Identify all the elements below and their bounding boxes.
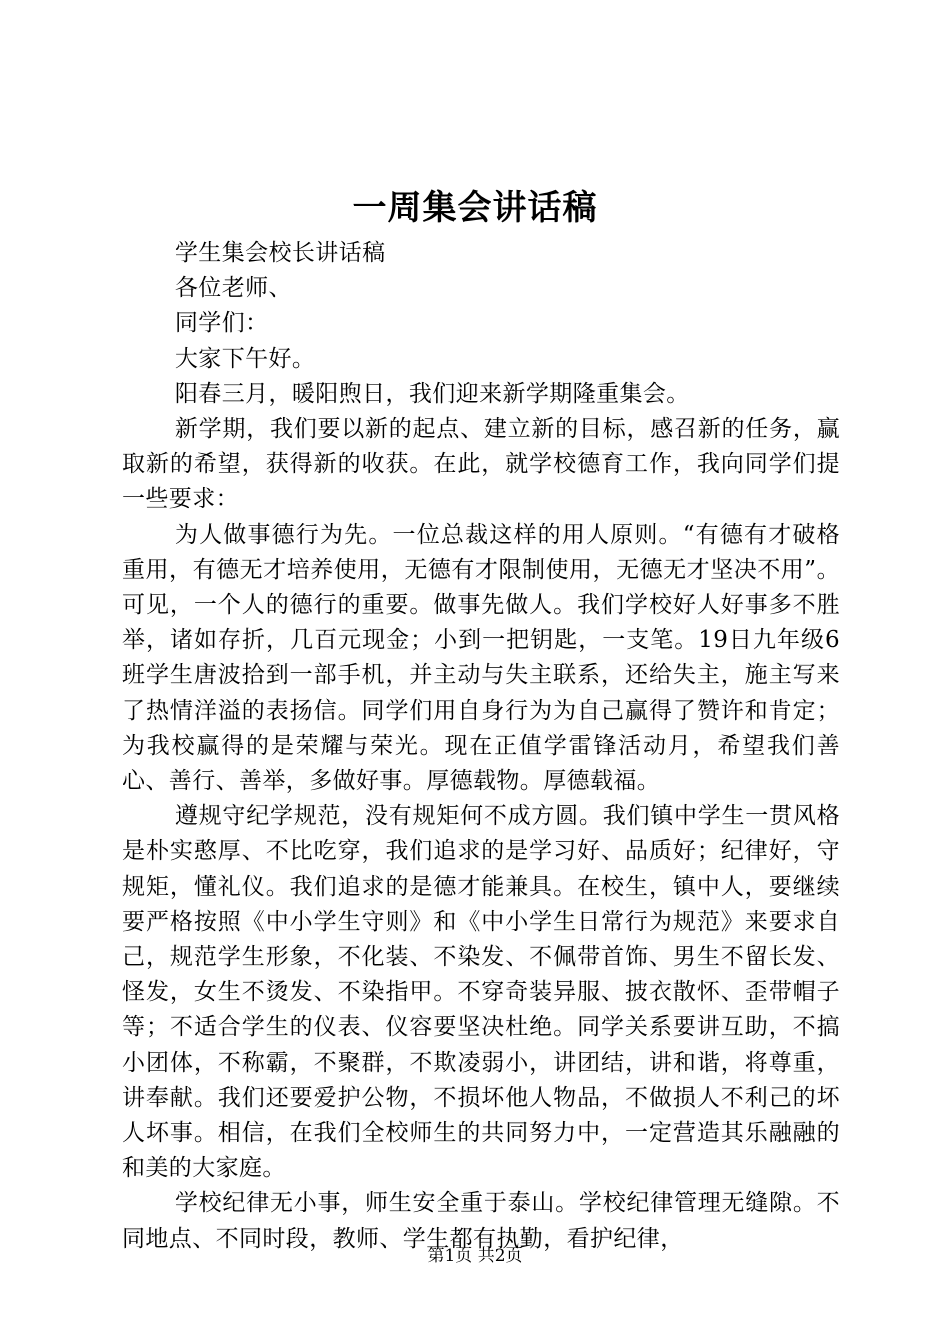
paragraph-new-term: 新学期，我们要以新的起点、建立新的目标，感召新的任务，赢取新的希望，获得新的收获。在此，就学校德育工作，我向同学们提一些要求： — [122, 416, 840, 513]
paragraph-good-afternoon: 大家下午好。 — [174, 345, 316, 372]
paragraph-subtitle: 学生集会校长讲话稿 — [174, 240, 386, 266]
paragraph-virtue: 为人做事德行为先。一位总裁这样的用人原则。“有德有才破格重用，有德无才培养使用，无德有才限制使用，无德无才坚决不用”。可见，一个人的德行的重要。做事先做人。我们学校好人好事多不胜举，诸如存折，几百元现金；小到一把钥匙，一支笔。19日九年级6班学生唐波拾到一部手机，并主动与失主联系，还给失主，施主写来了热情洋溢的表扬信。同学们用自身行为为自己赢得了赞许和肯定；为我校赢得的是荣耀与荣光。现在正值学雷锋活动月，希望我们善心、善行、善举，多做好事。厚德载物。厚德载福。 — [122, 521, 840, 795]
paragraph-greeting-students: 同学们： — [174, 310, 269, 337]
page-footer: 第1页 共2页 — [427, 1246, 523, 1266]
document-title: 一周集会讲话稿 — [352, 188, 598, 228]
paragraph-safety: 学校纪律无小事，师生安全重于泰山。学校纪律管理无缝隙。不同地点、不同时段，教师、学生都有执勤，看护纪律， — [122, 1190, 840, 1252]
paragraph-opening: 阳春三月，暖阳煦日，我们迎来新学期隆重集会。 — [174, 380, 690, 407]
paragraph-greeting-teachers: 各位老师、 — [174, 275, 292, 302]
paragraph-discipline: 遵规守纪学规范，没有规矩何不成方圆。我们镇中学生一贯风格是朴实憨厚、不比吃穿，我们追求的是学习好、品质好；纪律好，守规矩，懂礼仪。我们追求的是德才能兼具。在校生，镇中人，要继续要严格按照《中小学生守则》和《中小学生日常行为规范》来要求自己，规范学生形象，不化装、不染发、不佩带首饰、男生不留长发、怪发，女生不烫发、不染指甲。不穿奇装异服、披衣散怀、歪带帽子等；不适合学生的仪表、仪容要坚决杜绝。同学关系要讲互助，不搞小团体，不称霸，不聚群，不欺凌弱小，讲团结，讲和谐，将尊重，讲奉献。我们还要爱护公物，不损坏他人物品，不做损人不利己的坏人坏事。相信，在我们全校师生的共同努力中，一定营造其乐融融的和美的大家庭。 — [122, 803, 840, 1182]
document-body — [122, 236, 840, 1257]
